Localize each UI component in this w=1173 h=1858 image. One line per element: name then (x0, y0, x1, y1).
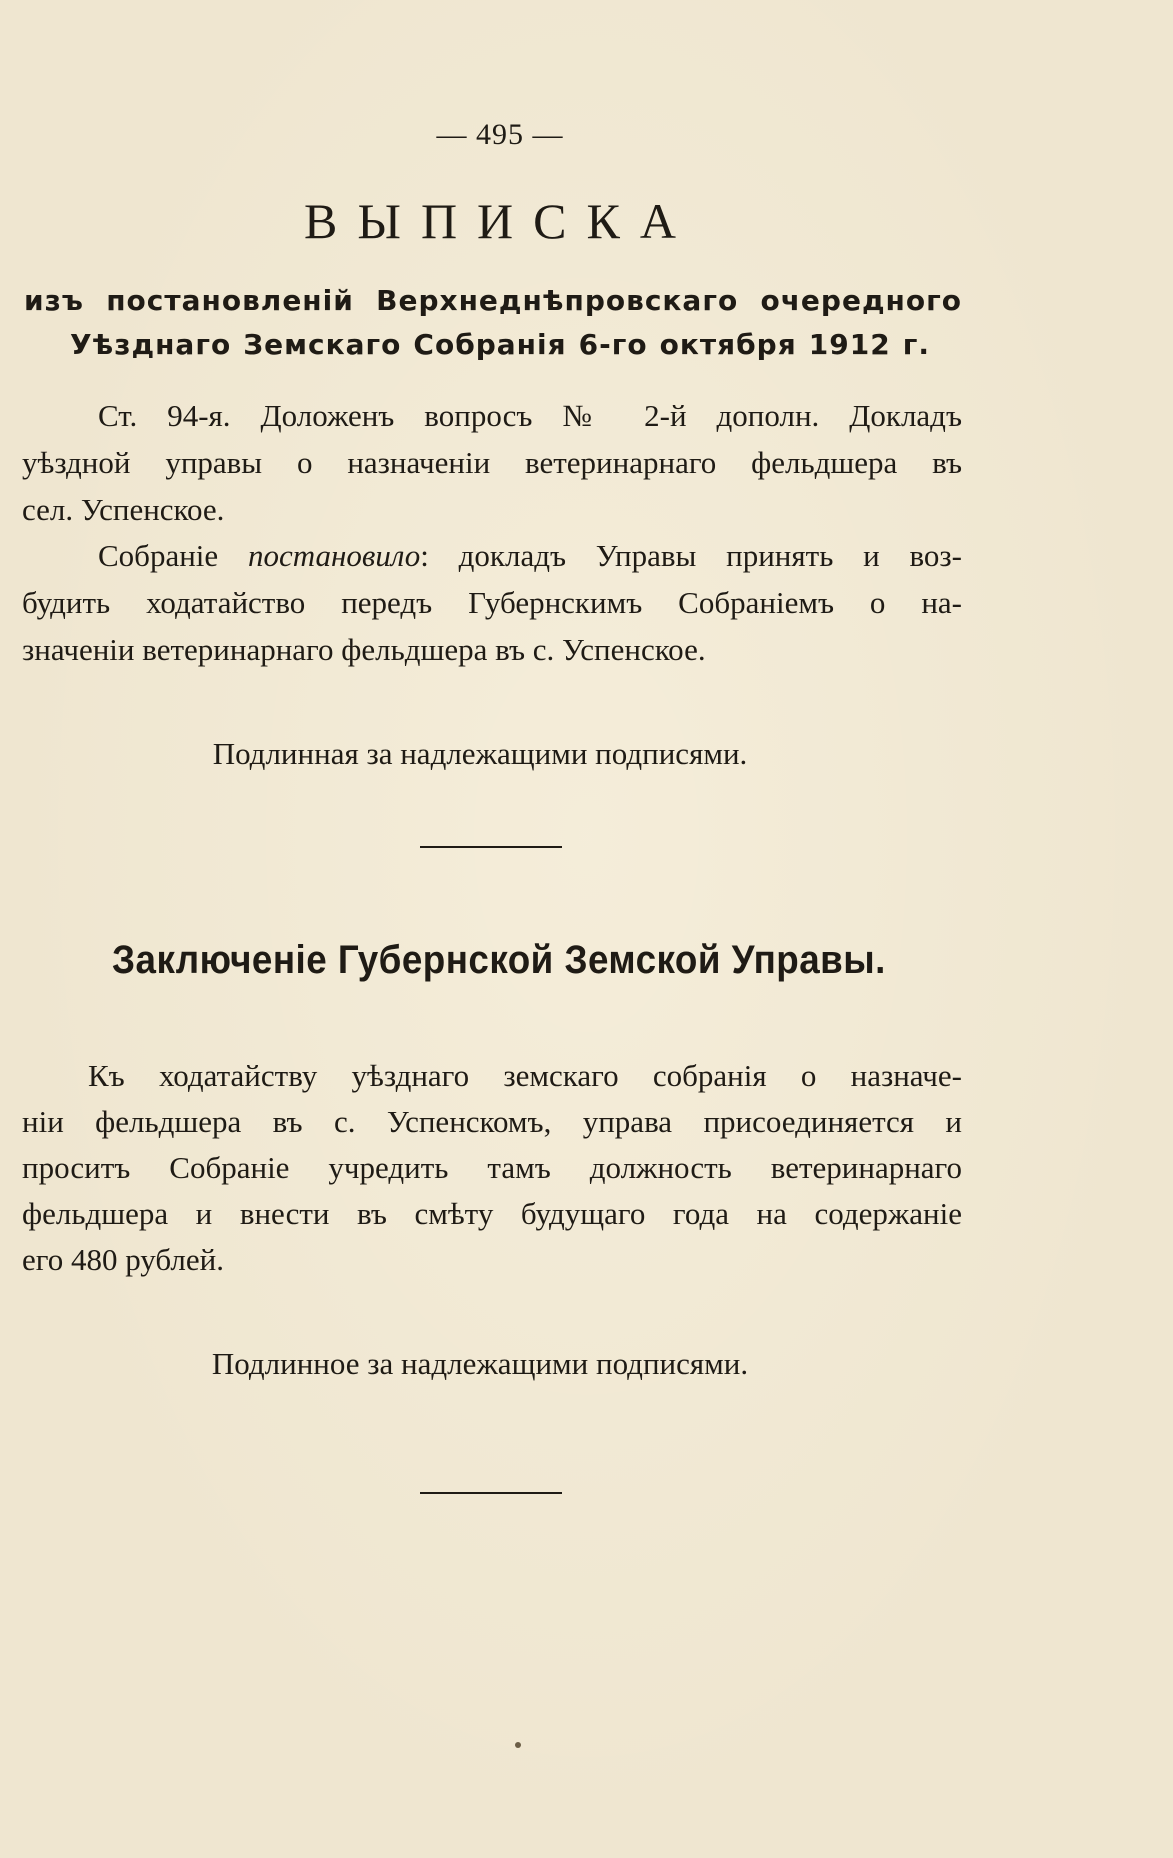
paragraph-1-line-2: уѣздной управы о назначеніи ветеринарнаго фельдшера въ (22, 445, 962, 480)
paragraph-3-line-5: его 480 рублей. (22, 1242, 224, 1277)
signature-note-2: Подлинное за надлежащими подписями. (211, 1346, 749, 1381)
divider-rule-2 (420, 1492, 562, 1494)
paragraph-2-text-end: : докладъ Управы принять и воз- (420, 538, 962, 573)
section-heading: Заключеніе Губернской Земской Управы. (112, 938, 886, 982)
paper-speck (515, 1742, 521, 1748)
divider-rule-1 (420, 846, 562, 848)
paragraph-2-line-2: будить ходатайство передъ Губернскимъ Собраніемъ о на- (22, 585, 962, 620)
paragraph-2-line-1 (98, 538, 962, 574)
paragraph-2-italic-word: постановило (247, 538, 421, 573)
subtitle-line-2: Уѣзднаго Земскаго Собранія 6-го октября 1912 г. (70, 328, 930, 361)
paragraph-3-line-1: Къ ходатайству уѣзднаго земскаго собранія о назначе- (88, 1058, 962, 1093)
page-number: — 495 — (436, 118, 564, 151)
document-title: ВЫПИСКА (304, 193, 696, 249)
paragraph-2-line-3: значеніи ветеринарнаго фельдшера въ с. Успенское. (22, 632, 706, 667)
paragraph-3-line-2: ніи фельдшера въ с. Успенскомъ, управа присоединяется и (22, 1104, 962, 1139)
paragraph-1-line-3: сел. Успенское. (22, 492, 225, 527)
paragraph-2-text-start: Собраніе (98, 538, 248, 573)
signature-note-1: Подлинная за надлежащими подписями. (212, 736, 748, 771)
paragraph-3-line-4: фельдшера и внести въ смѣту будущаго года на содержаніе (22, 1196, 962, 1231)
subtitle-line-1: изъ постановленій Верхнеднѣпровскаго очередного (24, 284, 962, 317)
paragraph-3-line-3: проситъ Собраніе учредить тамъ должность ветеринарнаго (22, 1150, 962, 1185)
paragraph-1-line-1: Ст. 94-я. Доложенъ вопросъ № 2-й дополн. Докладъ (98, 398, 962, 433)
